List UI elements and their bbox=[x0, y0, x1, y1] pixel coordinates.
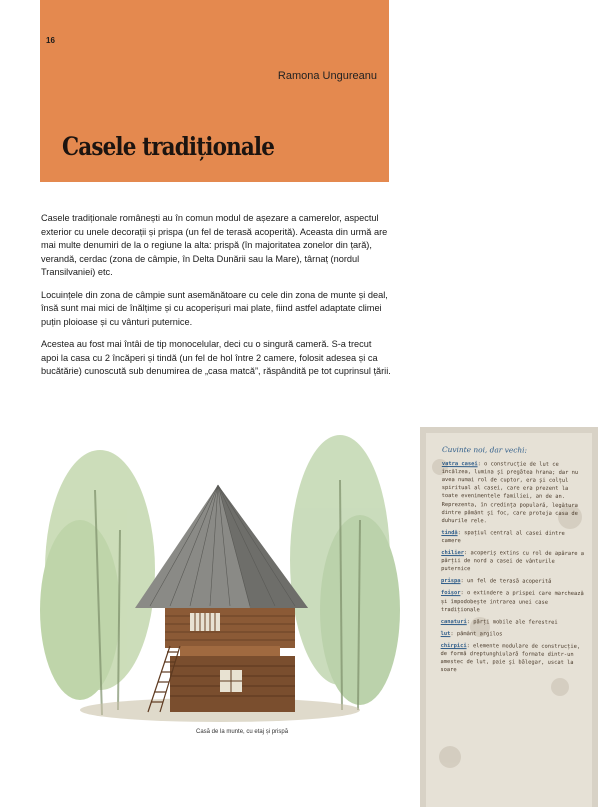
page-number: 16 bbox=[46, 36, 55, 45]
header-block bbox=[40, 0, 389, 182]
glossary-term: chirpici bbox=[440, 642, 467, 650]
glossary-definition: : pământ argilos bbox=[450, 630, 503, 638]
glossary-term: prispa bbox=[441, 578, 461, 585]
article-body bbox=[41, 212, 391, 388]
author-name: Ramona Ungureanu bbox=[277, 70, 377, 82]
glossary-definition: : acoperiș extins cu rol de apărare a părții de nord a casei de vânturile puternice bbox=[441, 550, 585, 573]
glossary-definition: : spațiul central al casei dintre camere bbox=[441, 529, 565, 545]
glossary-entry bbox=[441, 460, 587, 526]
glossary-term: tindă bbox=[441, 529, 458, 536]
glossary-definition: : elemente modulare de construcție, de formă dreptunghiulară formate dintr-un amestec de lut, paie și bălegar, uscat la soare bbox=[440, 643, 581, 674]
figure-caption: Casă de la munte, cu etaj și prispă bbox=[196, 729, 289, 735]
glossary-definition: : părți mobile ale ferestrei bbox=[466, 618, 558, 626]
glossary-entry bbox=[440, 642, 586, 675]
paragraph: Casele tradiționale românești au în comun modul de așezare a camerelor, aspectul exterior cu unele decorații și prispa (un fel de terasă acoperită). Aceasta din urmă are mai multe denumiri de la o regiune la alta: prispă (în majoritatea zonelor din țară), verandă, cerdac (zona de câmpie, în Delta Dunării sau la Mare), târnaț (nordul Transilvaniei) etc. bbox=[41, 213, 388, 277]
glossary-box bbox=[440, 446, 588, 679]
glossary-entry bbox=[441, 549, 587, 574]
glossary-term: lut bbox=[440, 630, 451, 637]
page-title: Casele tradiționale bbox=[62, 132, 275, 161]
glossary-term: canaturi bbox=[440, 618, 467, 625]
glossary-title: Cuvinte noi, dar vechi: bbox=[441, 445, 528, 455]
glossary-definition: : o construcție de lut ce încălzea, lumina și pregătea hrana; dar nu avea numai rol de cuptor, era și colțul spiritual al casei, care era prezent la toate evenimentele familiei, an de an. Reprezenta, în credința populară, legătura dintre pământ și foc, care proteja casa de duhurile rele. bbox=[441, 461, 579, 525]
glossary-entry bbox=[441, 529, 587, 546]
glossary-entry bbox=[441, 577, 587, 586]
glossary-entry bbox=[441, 630, 587, 639]
paragraph: Locuințele din zona de câmpie sunt asemănătoare cu cele din zona de munte și deal, însă sunt mai mici de înălțime și cu acoperișuri mai plate, fiind astfel adaptate climei puțin ploioase și cu vânturi puternice. bbox=[41, 289, 388, 327]
paragraph: Acestea au fost mai întâi de tip monocelular, deci cu o singură cameră. S-a trecut apoi la casa cu 2 încăperi și tindă (un fel de hol între 2 camere, folosit adesea și ca bucătărie) cunoscută sub denumirea de „casa matcă”, răspândită pe tot cuprinsul țării. bbox=[41, 339, 391, 376]
glossary-term: foișor bbox=[440, 590, 461, 597]
house-illustration bbox=[40, 420, 400, 722]
glossary-term: vatra casei bbox=[441, 461, 478, 468]
house-watercolor-image bbox=[40, 420, 400, 722]
glossary-definition: : un fel de terasă acoperită bbox=[460, 578, 552, 586]
glossary-entry bbox=[441, 618, 587, 627]
glossary-term: chilier bbox=[441, 550, 464, 557]
glossary-entry bbox=[441, 589, 587, 614]
glossary-definition: : o extindere a prispei care marchează și împodobește intrarea unei case tradiționale bbox=[440, 590, 584, 613]
